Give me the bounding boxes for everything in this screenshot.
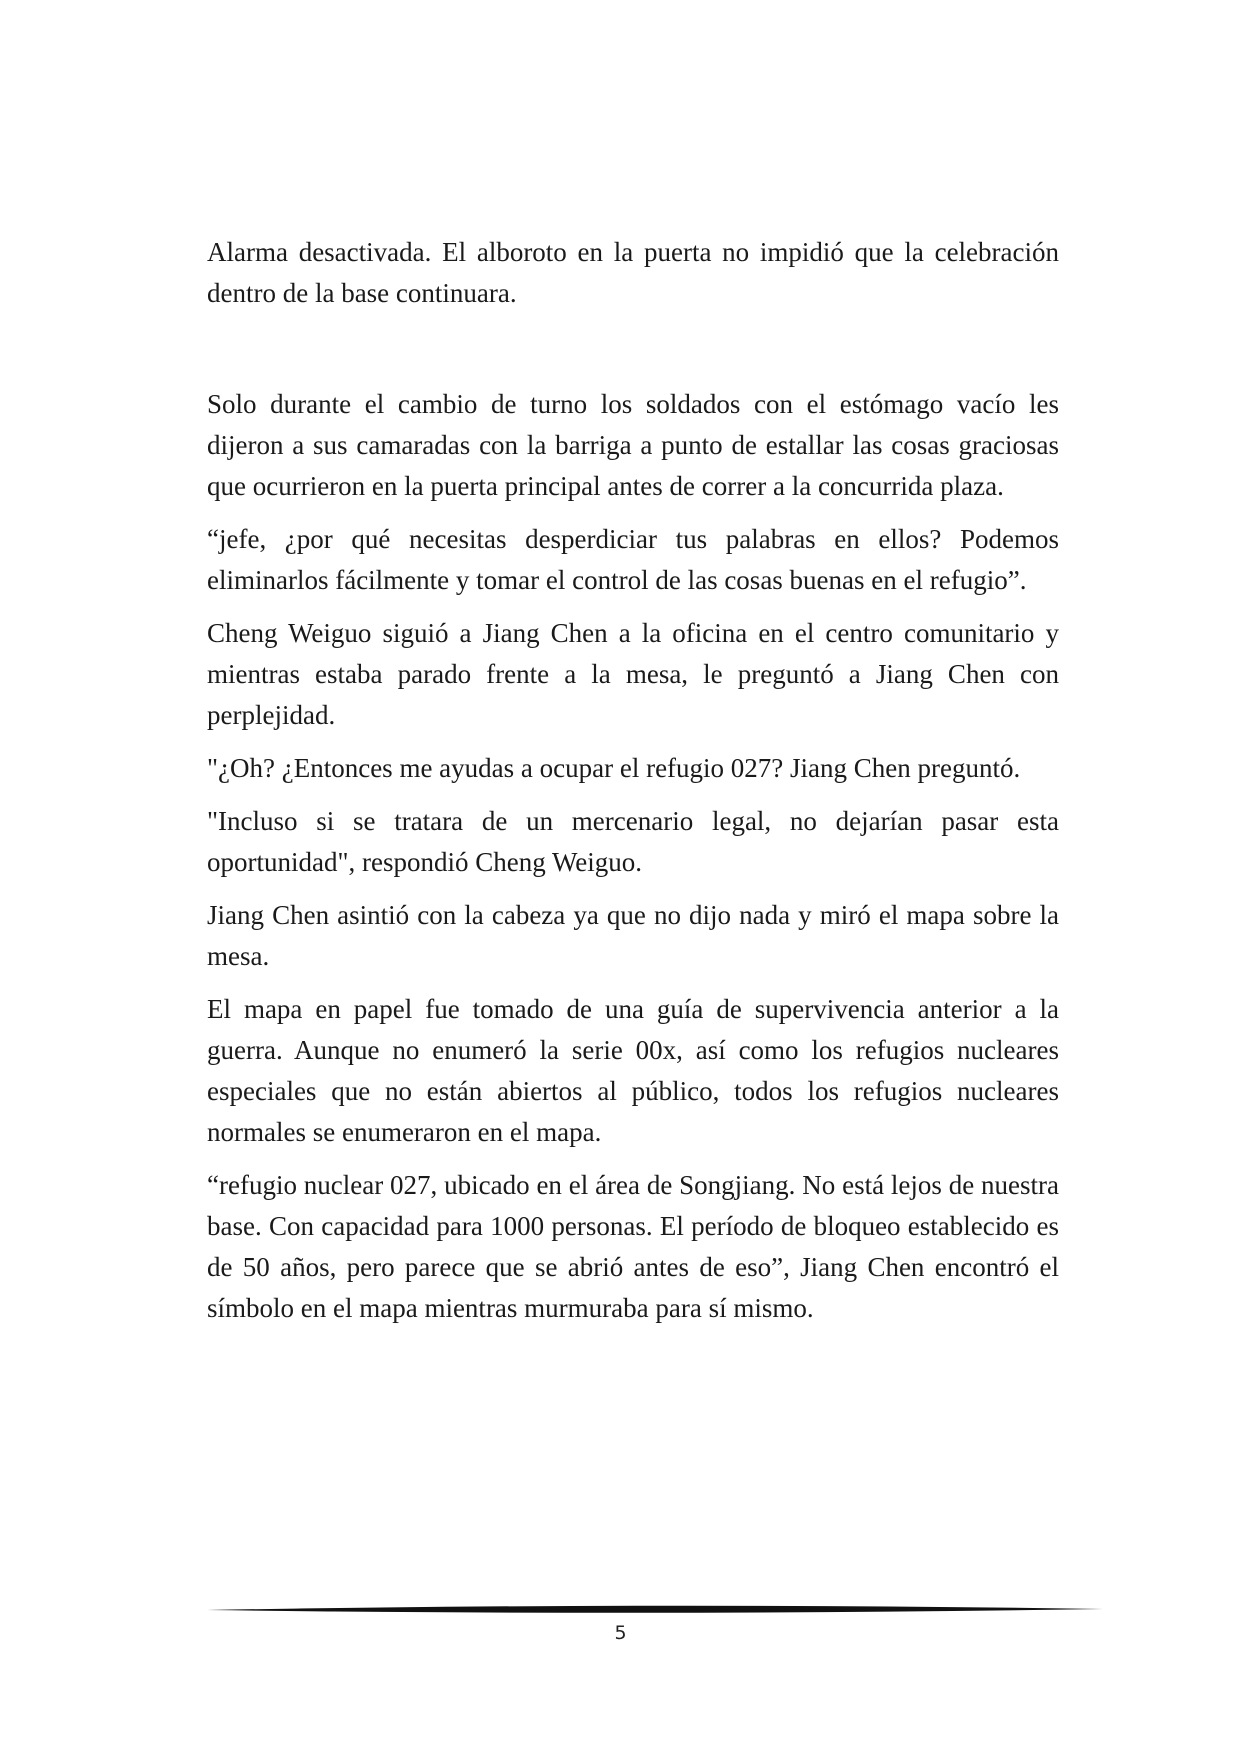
- paragraph: El mapa en papel fue tomado de una guía de supervivencia anterior a la guerra. Aunque no enumeró la serie 00x, así como los refugios nucleares especiales que no están abiertos al público, todos los refugios nucleares normales se enumeraron en el mapa.: [207, 994, 1059, 1147]
- page-body: [207, 232, 1059, 1341]
- page-number: 5: [614, 1622, 627, 1644]
- paragraph: “jefe, ¿por qué necesitas desperdiciar tus palabras en ellos? Podemos eliminarlos fácilmente y tomar el control de las cosas buenas en el refugio”.: [207, 524, 1059, 595]
- paragraph: Cheng Weiguo siguió a Jiang Chen a la oficina en el centro comunitario y mientras estaba parado frente a la mesa, le preguntó a Jiang Chen con perplejidad.: [207, 618, 1059, 730]
- paragraph: Jiang Chen asintió con la cabeza ya que no dijo nada y miró el mapa sobre la mesa.: [207, 900, 1059, 971]
- footer-divider: [207, 1604, 1103, 1616]
- paragraph: “refugio nuclear 027, ubicado en el área de Songjiang. No está lejos de nuestra base. Con capacidad para 1000 personas. El período de bloqueo establecido es de 50 años, pero parece que se abrió antes de eso”, Jiang Chen encontró el símbolo en el mapa mientras murmuraba para sí mismo.: [207, 1170, 1059, 1323]
- paragraph: Solo durante el cambio de turno los soldados con el estómago vacío les dijeron a sus camaradas con la barriga a punto de estallar las cosas graciosas que ocurrieron en la puerta principal antes de correr a la concurrida plaza.: [207, 389, 1059, 501]
- paragraph: "Incluso si se tratara de un mercenario legal, no dejarían pasar esta oportunidad", respondió Cheng Weiguo.: [207, 806, 1059, 877]
- paragraph: "¿Oh? ¿Entonces me ayudas a ocupar el refugio 027? Jiang Chen preguntó.: [207, 753, 1021, 783]
- paragraph: Alarma desactivada. El alboroto en la puerta no impidió que la celebración dentro de la base continuara.: [207, 237, 1059, 308]
